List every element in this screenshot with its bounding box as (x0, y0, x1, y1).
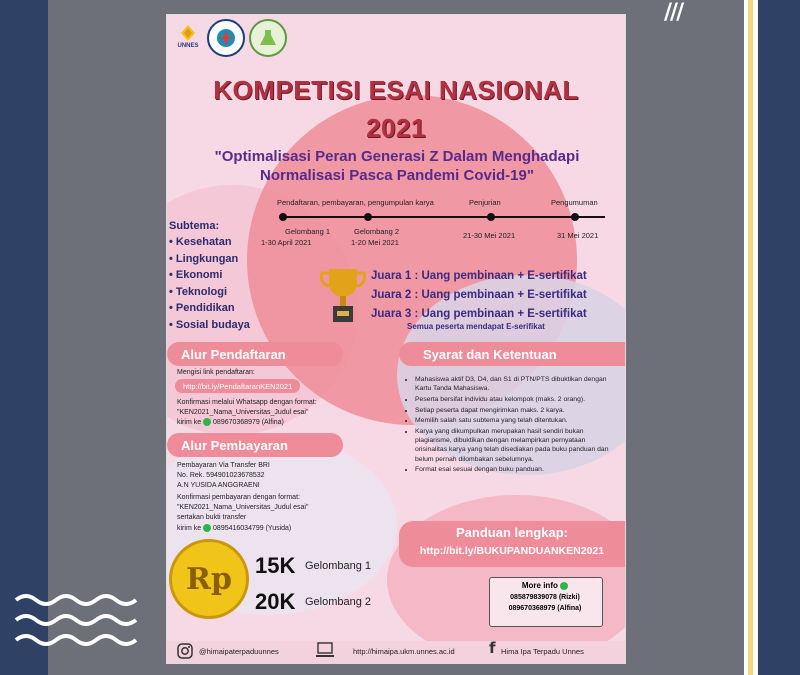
terms-item: • Setiap peserta dapat mengirimkan maks. 2 karya. (415, 406, 619, 415)
waves-decoration (14, 590, 144, 650)
subtema-item: • Kesehatan (169, 236, 232, 248)
payment-flow-heading: Alur Pembayaran (167, 433, 343, 457)
registration-line-3: "KEN2021_Nama_Universitas_Judul esai" (177, 409, 309, 416)
terms-item: • Karya yang dikumpulkan merupakan hasil sendiri bukan plagiarisme, dibuktikan dengan melampirkan pernyataan orisinalitas karya yang telah disediakan pada buku panduan dan belum pernah dilombakan sebelumnya. (415, 427, 619, 464)
footer-website[interactable]: http://himaipa.ukm.unnes.ac.id (353, 647, 455, 656)
timeline-dot (487, 213, 495, 221)
footer-facebook[interactable]: Hima Ipa Terpadu Unnes (501, 647, 584, 656)
trophy-icon (319, 265, 367, 327)
terms-item: • Peserta bersifat individu atau kelompok (maks. 2 orang). (415, 395, 619, 404)
poster-title: KOMPETISI ESAI NASIONAL (213, 75, 579, 105)
terms-item: • Mahasiswa aktif D3, D4, dan S1 di PTN/PTS dibuktikan dengan Kartu Tanda Mahasiswa. (415, 375, 619, 393)
more-info-contact-2: 089670368979 (Alfina) (508, 605, 582, 612)
prize-note: Semua peserta mendapat E-serifikat (407, 322, 545, 331)
hima-logo (207, 19, 245, 57)
theme-line-1: "Optimalisasi Peran Generasi Z Dalam Menghadapi (214, 148, 580, 165)
prize-1: Juara 1 : Uang pembinaan + E-sertifikat (371, 270, 587, 282)
left-navy-band (0, 0, 48, 675)
facebook-icon: f (489, 639, 496, 657)
subtema-item: • Teknologi (169, 285, 228, 298)
payment-line-4: Konfirmasi pembayaran dengan format: (177, 494, 300, 501)
prize-3: Juara 3 : Uang pembinaan + E-sertifikat (371, 308, 587, 320)
slashes-decoration: /// (664, 0, 683, 25)
coin-icon: Rp (169, 539, 249, 619)
fee-g2-label: Gelombang 2 (305, 596, 372, 608)
payment-line-5: "KEN2021_Nama_Universitas_Judul esai" (177, 504, 309, 511)
prize-2: Juara 2 : Uang pembinaan + E-sertifikat (371, 289, 587, 301)
whatsapp-icon (203, 524, 211, 532)
subtema-item: • Ekonomi (169, 269, 223, 281)
payment-line-2: No. Rek. 594901023678532 (177, 472, 265, 479)
fee-g2-price: 20K (255, 589, 296, 614)
guide-heading: Panduan lengkap: (456, 525, 568, 540)
timeline-judging-date: 21-30 Mei 2021 (463, 231, 516, 240)
timeline-g1-name: Gelombang 1 (285, 227, 331, 236)
terms-heading: Syarat dan Ketentuan (399, 342, 625, 366)
terms-item: • Format esai sesuai dengan buku panduan. (415, 465, 619, 474)
more-info-contact-1: 085879839078 (Rizki) (510, 594, 580, 601)
laptop-icon (315, 641, 335, 659)
competition-poster (166, 14, 626, 664)
subtema-list (169, 234, 250, 333)
subtema-item: • Lingkungan (169, 252, 239, 265)
registration-flow-heading: Alur Pendaftaran (167, 342, 343, 366)
whatsapp-icon (560, 582, 568, 590)
timeline-registration-label: Pendaftaran, pembayaran, pengumpulan karya (277, 198, 434, 207)
subtema-heading: Subtema: (169, 220, 220, 232)
timeline-dot (571, 213, 579, 221)
payment-contact: kirim ke 0895416034799 (Yusida) (177, 525, 292, 532)
whatsapp-icon (203, 418, 211, 426)
fee-g1-label: Gelombang 1 (305, 560, 372, 572)
timeline-dot (364, 213, 372, 221)
more-info-heading: More info (489, 581, 601, 590)
timeline-dot (279, 213, 287, 221)
subtema-item: • Sosial budaya (169, 318, 250, 331)
timeline-line (279, 216, 605, 218)
right-navy-band (752, 0, 800, 675)
timeline-announce-date: 31 Mei 2021 (557, 231, 599, 240)
footer-instagram[interactable]: @himaipaterpaduunnes (199, 647, 279, 656)
timeline-g1-date: 1-30 April 2021 (261, 238, 312, 247)
payment-line-3: A.N YUSIDA ANGGRAENI (177, 482, 260, 489)
payment-line-1: Pembayaran Via Transfer BRI (177, 462, 270, 469)
registration-link[interactable]: http://bit.ly/PendaftaranKEN2021 (175, 379, 300, 393)
registration-line-2: Konfirmasi melalui Whatsapp dengan format: (177, 399, 317, 406)
registration-line-1: Mengisi link pendaftaran: (177, 369, 255, 376)
timeline-judging-label: Penjurian (469, 198, 501, 207)
right-gold-stripe (748, 0, 753, 675)
instagram-icon (177, 643, 193, 659)
payment-line-6: sertakan bukti transfer (177, 514, 247, 521)
timeline-announce-label: Pengumuman (551, 198, 598, 207)
subtema-item: • Pendidikan (169, 302, 235, 314)
timeline-g2-name: Gelombang 2 (354, 227, 400, 236)
ipa-logo (249, 19, 287, 57)
theme-line-2: Normalisasi Pasca Pandemi Covid-19" (260, 167, 534, 184)
registration-contact: kirim ke 089670368979 (Alfina) (177, 419, 284, 426)
terms-list (405, 375, 619, 476)
timeline-g2-date: 1-20 Mei 2021 (351, 238, 399, 247)
unnes-logo: UNNES (171, 19, 205, 53)
terms-item: • Memilih salah satu subtema yang telah ditentukan. (415, 416, 619, 425)
guide-link[interactable]: http://bit.ly/BUKUPANDUANKEN2021 (419, 545, 605, 557)
poster-year: 2021 (366, 113, 426, 143)
fee-g1-price: 15K (255, 553, 296, 578)
